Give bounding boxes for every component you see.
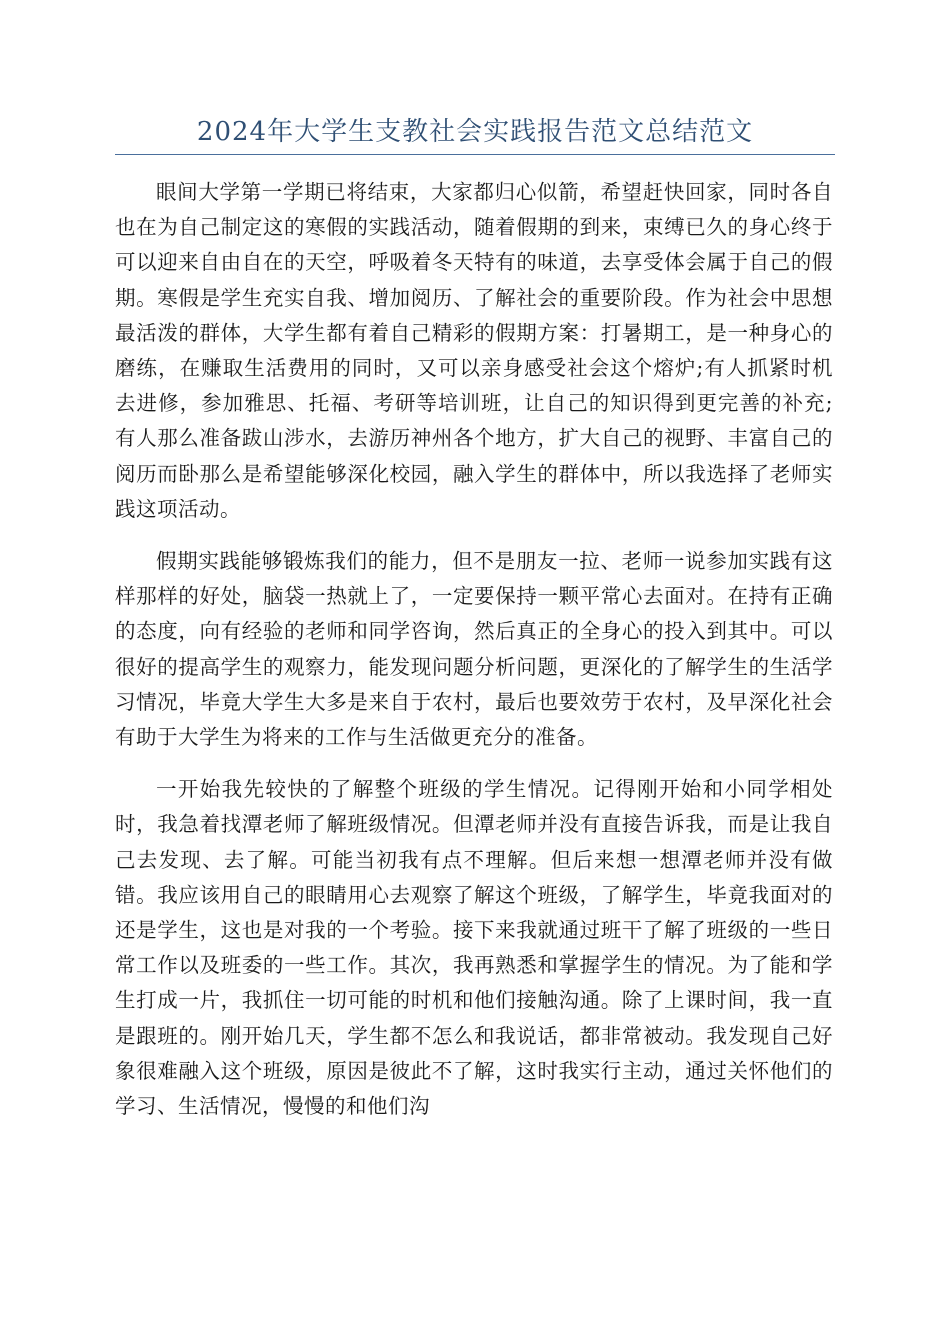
paragraph: 眼间大学第一学期已将结束，大家都归心似箭，希望赶快回家，同时各自也在为自己制定这的寒假的实践活动，随着假期的到来，束缚已久的身心终于可以迎来自由自在的天空，呼吸着冬天特有的味道，去享受体会属于自己的假期。寒假是学生充实自我、增加阅历、了解社会的重要阶段。作为社会中思想最活泼的群体，大学生都有着自己精彩的假期方案：打暑期工，是一种身心的磨练，在赚取生活费用的同时，又可以亲身感受社会这个熔炉;有人抓紧时机去进修，参加雅思、托福、考研等培训班，让自己的知识得到更完善的补充;有人那么准备跋山涉水，去游历神州各个地方，扩大自己的视野、丰富自己的阅历而卧那么是希望能够深化校园，融入学生的群体中，所以我选择了老师实践这项活动。 [115,180,833,521]
paragraph: 假期实践能够锻炼我们的能力，但不是朋友一拉、老师一说参加实践有这样那样的好处，脑袋一热就上了，一定要保持一颗平常心去面对。在持有正确的态度，向有经验的老师和同学咨询，然后真正的全身心的投入到其中。可以很好的提高学生的观察力，能发现问题分析问题，更深化的了解学生的生活学习情况，毕竟大学生大多是来自于农村，最后也要效劳于农村，及早深化社会有助于大学生为将来的工作与生活做更充分的准备。 [115,549,833,750]
title-underline [115,154,835,155]
paragraph: 一开始我先较快的了解整个班级的学生情况。记得刚开始和小同学相处时，我急着找潭老师了解班级情况。但潭老师并没有直接告诉我，而是让我自己去发现、去了解。可能当初我有点不理解。但后来想一想潭老师并没有做错。我应该用自己的眼睛用心去观察了解这个班级，了解学生，毕竟我面对的还是学生，这也是对我的一个考验。接下来我就通过班干了解了班级的一些日常工作以及班委的一些工作。其次，我再熟悉和掌握学生的情况。为了能和学生打成一片，我抓住一切可能的时机和他们接触沟通。除了上课时间，我一直是跟班的。刚开始几天，学生都不怎么和我说话，都非常被动。我发现自己好象很难融入这个班级，原因是彼此不了解，这时我实行主动，通过关怀他们的学习、生活情况，慢慢的和他们沟 [115,777,833,1119]
document-title: 2024年大学生支教社会实践报告范文总结范文 [196,117,754,147]
document-body [115,175,833,1141]
